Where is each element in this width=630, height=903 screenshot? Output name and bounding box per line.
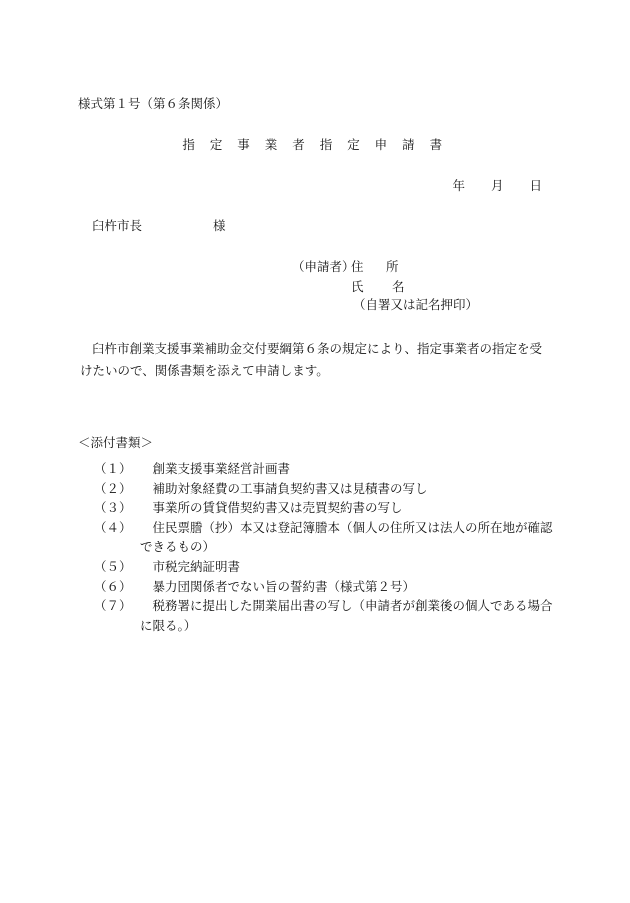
seal-note: （自署又は記名押印） — [353, 297, 479, 312]
name-label: 氏 名 — [351, 279, 413, 294]
attachment-text: 補助対象経費の工事請負契約書又は見積書の写し — [140, 480, 428, 496]
form-number: 様式第１号（第６条関係） — [78, 96, 229, 111]
attachment-item — [94, 577, 564, 597]
attachment-text: 住民票謄（抄）本又は登記簿謄本（個人の住所又は法人の所在地が確認できるもの） — [140, 519, 553, 555]
attachment-item — [94, 557, 564, 577]
body-text: 臼杵市創業支援事業補助金交付要綱第６条の規定により、指定事業者の指定を受けたいので、関係書類を添えて申請します。 — [80, 341, 543, 378]
attachment-number: （４） — [94, 519, 132, 535]
applicant-label: （申請者） — [292, 259, 355, 274]
addressee-name: 臼杵市長 — [92, 218, 143, 233]
attachment-number: （３） — [94, 500, 132, 516]
attachment-text: 市税完納証明書 — [140, 558, 241, 574]
date-row — [452, 180, 542, 193]
attachments-list — [94, 459, 564, 635]
attachment-number: （６） — [94, 578, 132, 594]
attachment-item — [94, 518, 564, 557]
attachment-number: （５） — [94, 558, 132, 574]
attachment-text: 暴力団関係者でない旨の誓約書（様式第２号） — [140, 578, 416, 594]
attachment-text: 事業所の賃貸借契約書又は売買契約書の写し — [140, 500, 403, 516]
attachment-item — [94, 479, 564, 499]
attachment-text: 税務署に提出した開業届出書の写し（申請者が創業後の個人である場合に限る。） — [140, 598, 553, 633]
addressee-honorific: 様 — [213, 218, 226, 233]
attachment-number: （７） — [94, 598, 132, 614]
attachment-item — [94, 498, 564, 518]
date-day-label: 日 — [529, 178, 542, 193]
date-month-label: 月 — [490, 178, 504, 193]
attachment-item — [94, 459, 564, 479]
attachments-heading: ＜添付書類＞ — [78, 435, 154, 450]
address-label: 住 所 — [351, 259, 404, 274]
document-title: 指 定 事 業 者 指 定 申 請 書 — [182, 137, 448, 152]
attachment-number: （２） — [94, 480, 132, 496]
attachment-number: （１） — [94, 461, 132, 476]
date-year-label: 年 — [452, 178, 465, 193]
attachment-item — [94, 596, 564, 635]
attachment-text: 創業支援事業経営計画書 — [140, 461, 291, 476]
